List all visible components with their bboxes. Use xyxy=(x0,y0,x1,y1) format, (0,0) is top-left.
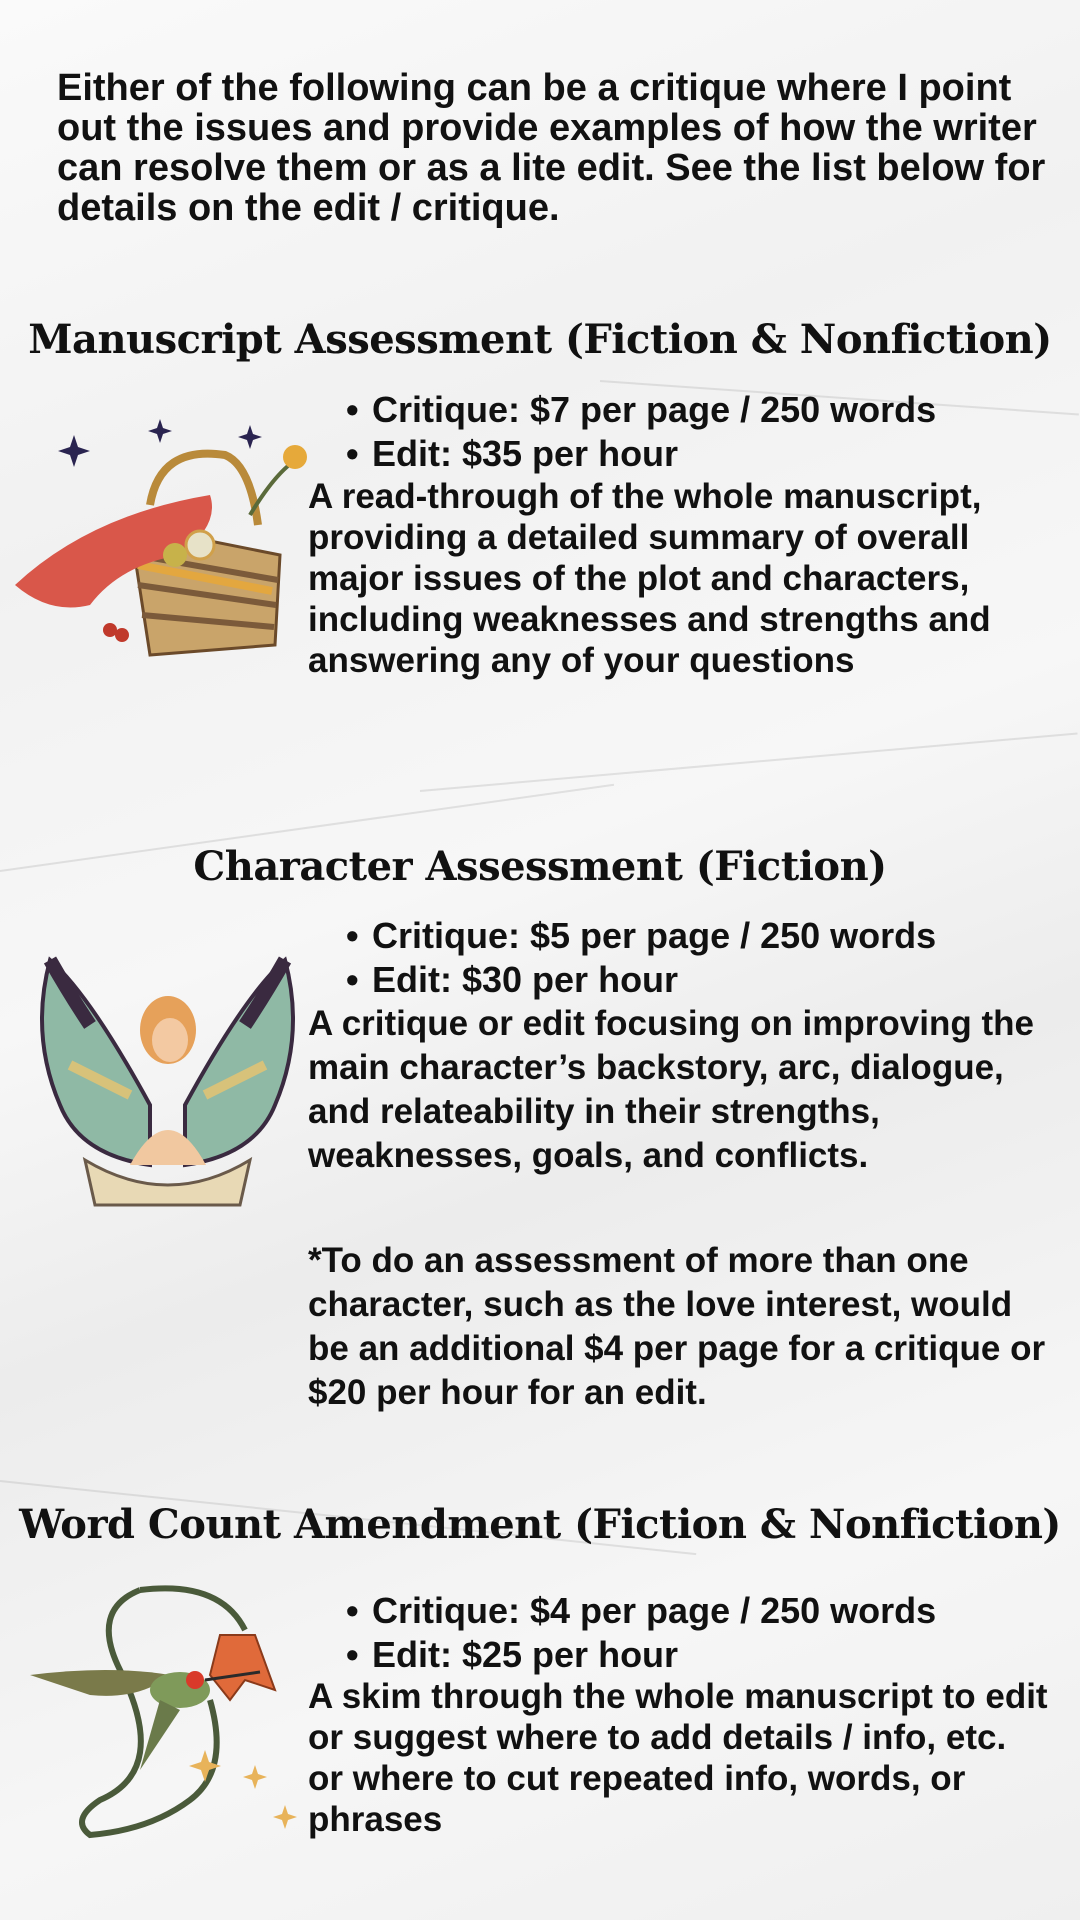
edit-price: • Edit: $30 per hour xyxy=(340,958,936,1002)
section-description: A critique or edit focusing on improving the main character’s backstory, arc, dialogue, and relateability in their strengths, weaknesses, goals, and conflicts. xyxy=(308,1004,1034,1175)
section-description: A skim through the whole manuscript to edit or suggest where to add details / info, etc. or where to cut repeated info, words, or phrases xyxy=(308,1677,1048,1839)
intro-text: Either of the following can be a critique where I point out the issues and provide examples of how the writer can resolve them or as a lite edit. See the list below for details on the edit / critique. xyxy=(57,67,1046,229)
section-title: Character Assessment (Fiction) xyxy=(193,843,887,890)
critique-price: • Critique: $7 per page / 250 words xyxy=(340,388,936,432)
section-title: Word Count Amendment (Fiction & Nonfiction) xyxy=(19,1501,1061,1548)
price-list xyxy=(340,914,936,1002)
hummingbird-icon xyxy=(30,1580,310,1840)
price-list xyxy=(340,388,936,476)
additional-character-note: *To do an assessment of more than one character, such as the love interest, would be an additional $4 per page for a critique or $20 per hour for an edit. xyxy=(308,1241,1046,1412)
fairy-icon xyxy=(30,955,305,1210)
section-description: A read-through of the whole manuscript, providing a detailed summary of overall major issues of the plot and characters, including weaknesses and strengths and answering any of your questions xyxy=(308,477,991,680)
price-list xyxy=(340,1589,936,1677)
section-title: Manuscript Assessment (Fiction & Nonfiction) xyxy=(28,316,1052,363)
marble-vein xyxy=(420,732,1078,792)
edit-price: • Edit: $35 per hour xyxy=(340,432,936,476)
basket-icon xyxy=(10,405,310,665)
critique-price: • Critique: $5 per page / 250 words xyxy=(340,914,936,958)
critique-price: • Critique: $4 per page / 250 words xyxy=(340,1589,936,1633)
edit-price: • Edit: $25 per hour xyxy=(340,1633,936,1677)
